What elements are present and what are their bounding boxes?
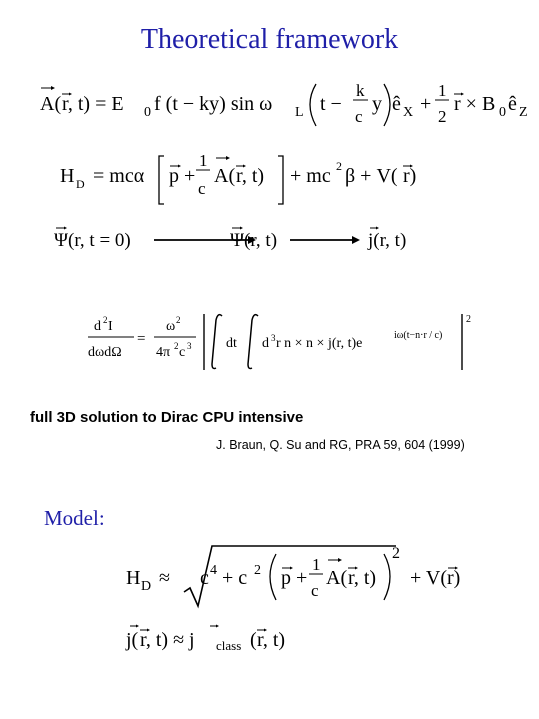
svg-text:1: 1: [199, 151, 208, 170]
svg-text:2: 2: [336, 159, 342, 173]
svg-text:r × B: r × B: [454, 93, 496, 115]
svg-text:4π: 4π: [156, 345, 171, 360]
svg-text:p +: p +: [281, 567, 308, 589]
svg-text:β + V(: β + V(: [345, 165, 398, 187]
svg-text:A(: A(: [214, 165, 236, 187]
svg-text:=: =: [137, 331, 146, 347]
vector-potential-equation: [38, 78, 528, 138]
svg-text:f (t − ky) sin ω: f (t − ky) sin ω: [154, 93, 273, 115]
svg-text:r, t) = E: r, t) = E: [62, 93, 124, 115]
svg-text:c: c: [198, 179, 206, 198]
dirac-hamiltonian-equation: [60, 148, 440, 210]
svg-text:ê: ê: [508, 93, 517, 115]
radiation-spectrum-equation: [88, 310, 488, 380]
svg-text:L: L: [295, 105, 304, 120]
svg-text:d: d: [262, 336, 269, 351]
svg-text:+ V(: + V(: [410, 567, 448, 589]
flow-evolved-state: Ψ(r, t): [230, 230, 278, 251]
svg-text:A(: A(: [40, 93, 62, 115]
model-hamiltonian-equation: [126, 540, 466, 612]
svg-text:r): r): [403, 165, 417, 187]
svg-text:dωdΩ: dωdΩ: [88, 345, 122, 360]
note-text: full 3D solution to Dirac CPU intensive: [30, 409, 304, 426]
svg-text:c: c: [200, 567, 209, 589]
svg-text:= mcα: = mcα: [93, 165, 145, 187]
svg-text:D: D: [76, 177, 85, 191]
svg-text:4: 4: [210, 563, 217, 578]
svg-text:t −: t −: [320, 93, 342, 115]
svg-text:y: y: [372, 93, 382, 115]
svg-text:1: 1: [312, 555, 321, 574]
svg-text:2: 2: [438, 107, 447, 126]
svg-text:p +: p +: [169, 165, 196, 187]
svg-text:≈: ≈: [159, 567, 170, 589]
svg-text:3: 3: [187, 341, 192, 351]
svg-text:class: class: [216, 638, 242, 653]
svg-text:ω: ω: [166, 319, 176, 334]
svg-text:ê: ê: [392, 93, 401, 115]
flow-initial-state: Ψ(r, t = 0): [54, 230, 131, 251]
svg-text:j(: j(: [126, 629, 139, 651]
svg-text:2: 2: [174, 341, 179, 351]
svg-text:r, t): r, t): [348, 567, 377, 589]
reference-citation: J. Braun, Q. Su and RG, PRA 59, 604 (1999): [216, 438, 465, 452]
svg-text:D: D: [141, 579, 152, 594]
svg-text:X: X: [403, 105, 414, 120]
svg-text:dt: dt: [226, 336, 237, 351]
svg-text:d: d: [94, 319, 101, 334]
svg-text:H: H: [126, 567, 141, 589]
svg-text:r n × n × j(r, t)e: r n × n × j(r, t)e: [276, 336, 363, 351]
model-label: Model:: [44, 506, 105, 530]
svg-text:2: 2: [176, 315, 181, 325]
svg-text:3: 3: [271, 333, 276, 343]
svg-text:r, t) ≈ j: r, t) ≈ j: [140, 629, 195, 651]
svg-text:r, t): r, t): [236, 165, 265, 187]
svg-text:k: k: [356, 81, 365, 100]
svg-text:2: 2: [392, 545, 400, 562]
svg-text:c: c: [355, 107, 363, 126]
svg-text:(: (: [250, 629, 257, 651]
svg-text:A(: A(: [326, 567, 348, 589]
svg-text:+ mc: + mc: [290, 165, 331, 187]
svg-text:+: +: [420, 93, 432, 115]
svg-text:c: c: [311, 581, 319, 600]
svg-text:c: c: [179, 345, 186, 360]
svg-text:iω(t−n·r / c): iω(t−n·r / c): [394, 330, 443, 341]
svg-text:2: 2: [103, 315, 108, 325]
svg-text:Z: Z: [519, 105, 528, 120]
svg-text:0: 0: [144, 105, 151, 120]
slide-title: Theoretical framework: [140, 24, 399, 55]
svg-text:r, t): r, t): [257, 629, 286, 651]
evolution-flow: [52, 222, 432, 262]
svg-text:+ c: + c: [222, 567, 248, 589]
svg-text:0: 0: [499, 105, 506, 120]
svg-text:2: 2: [466, 314, 471, 325]
svg-text:r): r): [447, 567, 461, 589]
svg-text:2: 2: [254, 563, 261, 578]
model-current-equation: [126, 620, 326, 660]
svg-text:I: I: [108, 319, 113, 334]
svg-text:1: 1: [438, 81, 447, 100]
flow-current: j(r, t): [368, 230, 407, 251]
svg-text:H: H: [60, 165, 75, 187]
